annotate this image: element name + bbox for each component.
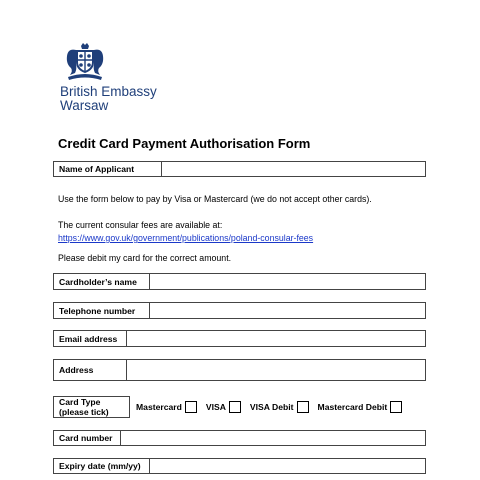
visa-debit-checkbox[interactable] — [297, 401, 309, 413]
expiry-label: Expiry date (mm/yy) — [54, 459, 150, 473]
fees-text: The current consular fees are available at: — [58, 220, 223, 230]
card-type-label-line2: (please tick) — [59, 407, 109, 417]
form-title: Credit Card Payment Authorisation Form — [58, 136, 311, 151]
address-label: Address — [54, 360, 127, 380]
card-type-row — [53, 396, 426, 418]
telephone-label: Telephone number — [54, 303, 150, 318]
embassy-line-2: Warsaw — [60, 98, 109, 113]
address-field[interactable] — [127, 360, 425, 380]
card-number-label: Card number — [54, 431, 121, 445]
card-type-label — [53, 396, 130, 418]
card-number-field[interactable] — [121, 431, 425, 445]
option-mastercard-debit — [318, 401, 409, 413]
option-visa-debit-label: VISA Debit — [249, 402, 294, 412]
option-mastercard-debit-label: Mastercard Debit — [317, 402, 388, 412]
cardholder-field[interactable] — [150, 274, 425, 289]
visa-checkbox[interactable] — [229, 401, 241, 413]
expiry-row — [53, 458, 426, 474]
email-label: Email address — [54, 331, 127, 346]
expiry-field[interactable] — [150, 459, 425, 473]
mastercard-debit-checkbox[interactable] — [390, 401, 402, 413]
intro-text: Use the form below to pay by Visa or Mastercard (we do not accept other cards). — [58, 194, 372, 204]
option-visa-label: VISA — [205, 402, 226, 412]
fees-link[interactable]: https://www.gov.uk/government/publications/poland-consular-fees — [58, 233, 314, 243]
telephone-row — [53, 302, 426, 319]
address-row — [53, 359, 426, 381]
option-visa — [206, 401, 247, 413]
applicant-field[interactable] — [162, 162, 425, 176]
card-type-options — [130, 396, 426, 418]
embassy-line-1: British Embassy — [60, 84, 157, 99]
email-field[interactable] — [127, 331, 425, 346]
email-row — [53, 330, 426, 347]
card-type-label-line1: Card Type — [59, 397, 101, 407]
applicant-row — [53, 161, 426, 177]
applicant-label: Name of Applicant — [54, 162, 162, 176]
embassy-name — [60, 85, 157, 113]
debit-text: Please debit my card for the correct amount. — [58, 253, 232, 263]
royal-coat-of-arms-icon — [62, 40, 108, 82]
option-visa-debit — [250, 401, 315, 413]
card-number-row — [53, 430, 426, 446]
option-mastercard — [136, 401, 203, 413]
cardholder-label: Cardholder’s name — [54, 274, 150, 289]
mastercard-checkbox[interactable] — [185, 401, 197, 413]
cardholder-row — [53, 273, 426, 290]
telephone-field[interactable] — [150, 303, 425, 318]
option-mastercard-label: Mastercard — [136, 402, 182, 412]
